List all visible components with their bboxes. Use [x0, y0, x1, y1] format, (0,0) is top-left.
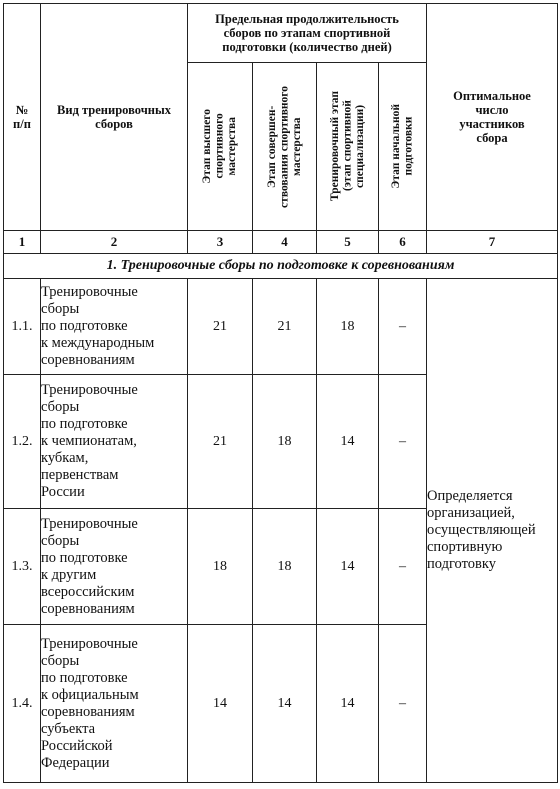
- days-training: 14: [317, 625, 379, 783]
- column-number: 2: [41, 231, 188, 254]
- days-initial: –: [379, 279, 427, 375]
- days-initial: –: [379, 509, 427, 625]
- camp-type: Тренировочные сборы по подготовке к другим всероссийским соревнованиям: [41, 509, 188, 625]
- days-higher-mastery: 21: [188, 279, 253, 375]
- section-title: 1. Тренировочные сборы по подготовке к соревнованиям: [4, 254, 558, 279]
- section-row: [4, 254, 558, 279]
- days-initial: –: [379, 625, 427, 783]
- table-row: [4, 279, 558, 375]
- camp-type: Тренировочные сборы по подготовке к международным соревнованиям: [41, 279, 188, 375]
- days-training: 14: [317, 375, 379, 509]
- column-numbers-row: [4, 231, 558, 254]
- days-improvement: 14: [253, 625, 317, 783]
- column-number: 3: [188, 231, 253, 254]
- header-stage-higher-mastery: Этап высшего спортивного мастерства: [188, 63, 253, 231]
- row-number: 1.1.: [4, 279, 41, 375]
- header-duration-group: Предельная продолжительность сборов по этапам спортивной подготовки (количество дней): [188, 4, 427, 63]
- camp-type: Тренировочные сборы по подготовке к чемпионатам, кубкам, первенствам России: [41, 375, 188, 509]
- days-higher-mastery: 14: [188, 625, 253, 783]
- days-improvement: 18: [253, 509, 317, 625]
- training-camps-table: [3, 3, 558, 783]
- days-training: 18: [317, 279, 379, 375]
- column-number: 5: [317, 231, 379, 254]
- header-stage-improvement: Этап совершен- ствования спортивного мастерства: [253, 63, 317, 231]
- column-number: 1: [4, 231, 41, 254]
- header-stage-initial: Этап начальной подготовки: [379, 63, 427, 231]
- days-initial: –: [379, 375, 427, 509]
- column-number: 6: [379, 231, 427, 254]
- days-improvement: 18: [253, 375, 317, 509]
- column-number: 4: [253, 231, 317, 254]
- row-number: 1.2.: [4, 375, 41, 509]
- days-training: 14: [317, 509, 379, 625]
- days-higher-mastery: 21: [188, 375, 253, 509]
- days-higher-mastery: 18: [188, 509, 253, 625]
- camp-type: Тренировочные сборы по подготовке к официальным соревнованиям субъекта Российской Федерации: [41, 625, 188, 783]
- days-improvement: 21: [253, 279, 317, 375]
- header-number: № п/п: [4, 4, 41, 231]
- row-number: 1.3.: [4, 509, 41, 625]
- header-stage-training: Тренировочный этап (этап спортивной специализации): [317, 63, 379, 231]
- header-optimal-participants: Оптимальное число участников сбора: [427, 4, 558, 231]
- header-camp-type: Вид тренировочных сборов: [41, 4, 188, 231]
- row-number: 1.4.: [4, 625, 41, 783]
- column-number: 7: [427, 231, 558, 254]
- optimal-participants-note: Определяется организацией, осуществляющей спортивную подготовку: [427, 279, 558, 783]
